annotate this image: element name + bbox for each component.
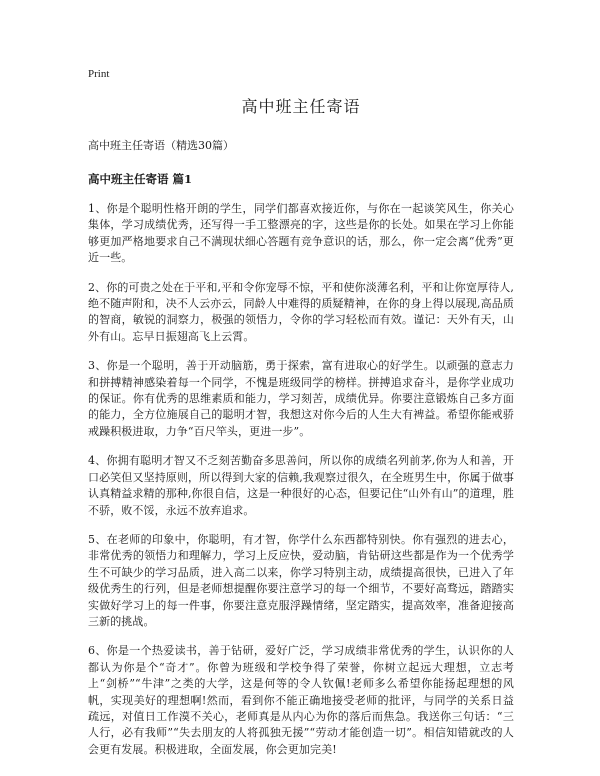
paragraph-5: 5、在老师的印象中，你聪明，有才智，你学什么东西都特别快。你有强烈的进去心，非常优秀的领悟力和理解力，学习上反应快，爱动脑，肯钻研这些都是作为一个优秀学生不可缺少的学习品质，进入高二以来，你学习特别主动，成绩提高很快，已进入了年级优秀生的行列，但是老师想提醒你要注意学习的每一个细节，不要好高骛远，踏踏实实做好学习上的每一件事，你要注意克服浮躁情绪，坚定踏实，提高效率，准备迎接高三新的挑战。 [88, 532, 514, 628]
print-link[interactable]: Print [88, 68, 110, 80]
paragraph-6: 6、你是一个热爱读书，善于钻研，爱好广泛，学习成绩非常优秀的学生，认识你的人都认为你是个“奇才”。你曾为班级和学校争得了荣誉，你树立起远大理想，立志考上“剑桥”“牛津”之类的大学，这是何等的令人钦佩!老师多么希望你能扬起理想的风帆，实现美好的理想啊!然而，看到你不能正确地接受老师的批评，与同学的关系日益疏远，对值日工作漠不关心，老师真是从内心为你的落后而焦急。我送你三句话：“三人行，必有我师”“失去朋友的人将孤独无援”“劳动才能创造一切”。相信知错就改的人会更有发展。积极进取，全面发展，你会更加完美! [88, 644, 514, 756]
paragraph-4: 4、你拥有聪明才智又不乏刻苦勤奋多思善问，所以你的成绩名列前茅,你为人和善，开口必笑但又坚持原则，所以得到大家的信赖,我观察过很久，在全班男生中，你属于做事认真精益求精的那种,你很自信，这是一种很好的心态，但要记住“山外有山”的道理，胜不骄，败不馁，永远不放弃追求。 [88, 454, 514, 517]
section-heading: 高中班主任寄语 篇1 [88, 172, 193, 186]
document-subtitle: 高中班主任寄语（精选30篇） [88, 139, 234, 152]
paragraph-2: 2、你的可贵之处在于平和,平和令你宠辱不惊，平和使你淡薄名利，平和让你宽厚待人,绝不随声附和，决不人云亦云，同龄人中难得的质疑精神，在你的身上得以展现,高品质的智商，敏锐的洞察力，极强的领悟力，令你的学习轻松而有效。谨记：天外有天，山外有山。忘早日振翅高飞上云霄。 [88, 280, 514, 343]
paragraph-1: 1、你是个聪明性格开朗的学生，同学们都喜欢接近你，与你在一起谈笑风生，你关心集体，学习成绩优秀，还写得一手工整漂亮的字，这些是你的长处。如果在学习上你能够更加严格地要求自己不满现状细心答题有竞争意识的话，那么，你一定会离“优秀”更近一些。 [88, 202, 514, 265]
paragraph-3: 3、你是一个聪明，善于开动脑筋，勇于探索，富有进取心的好学生。以顽强的意志力和拼搏精神感染着每一个同学，不愧是班级同学的榜样。拼搏追求奋斗，是你学业成功的保证。你有优秀的思维素质和能力，学习刻苦，成绩优异。你要注意锻炼自己多方面的能力，全方位施展自己的聪明才智，我想这对你今后的人生大有裨益。希望你能戒骄戒躁积极进取，力争“百尺竿头，更进一步”。 [88, 359, 514, 438]
page-title: 高中班主任寄语 [241, 97, 361, 116]
